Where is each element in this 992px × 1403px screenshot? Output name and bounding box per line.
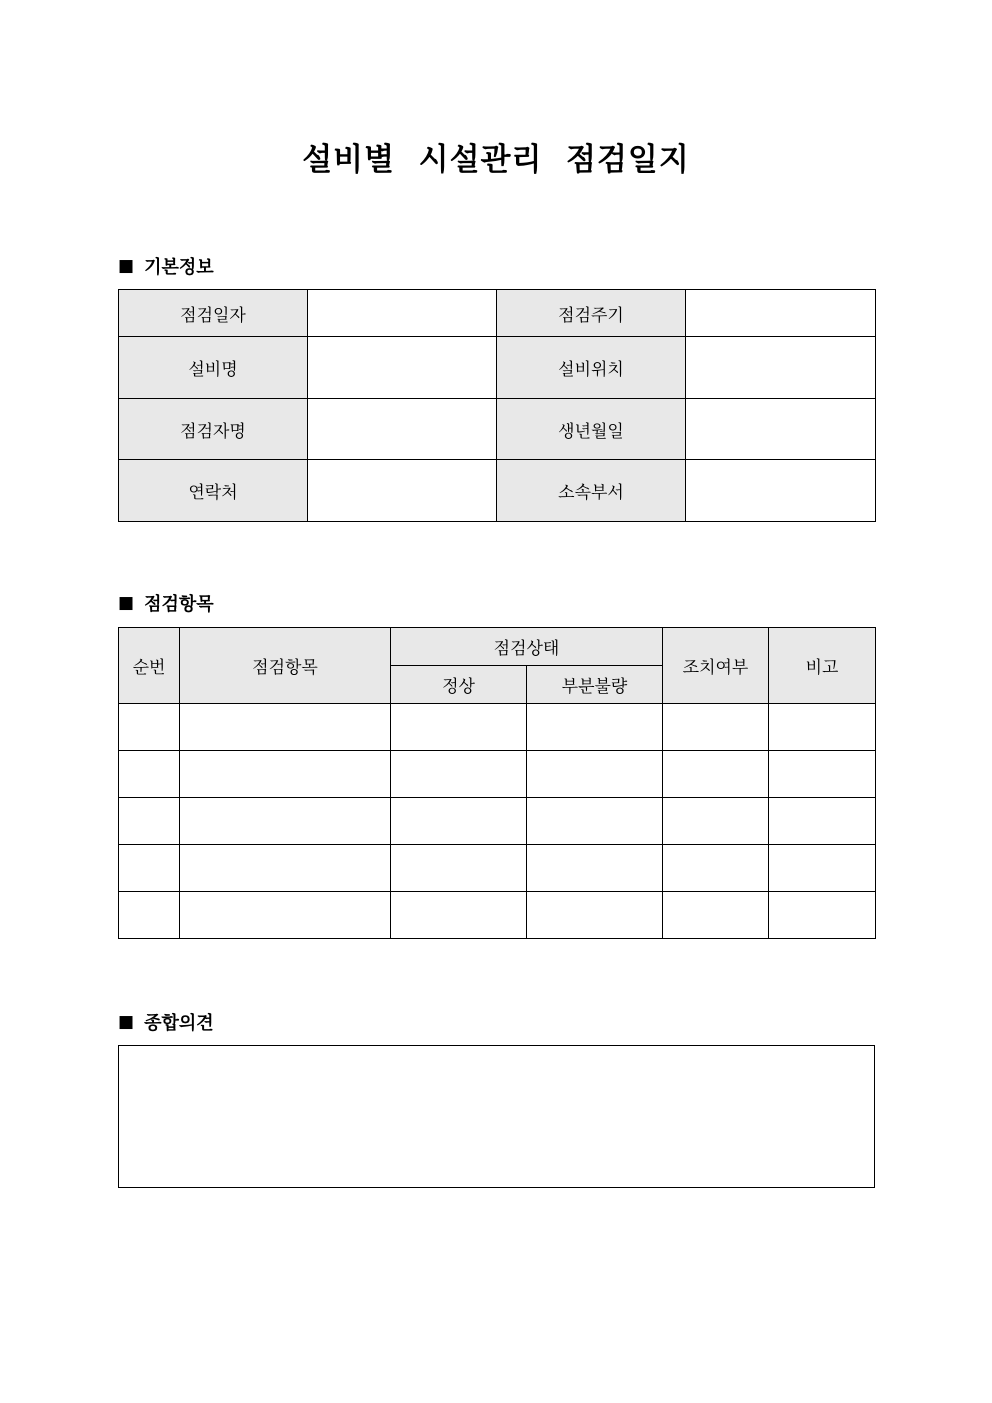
section-heading-basic xyxy=(118,253,214,279)
table-row xyxy=(119,460,876,522)
cell-partial[interactable] xyxy=(527,845,663,892)
cell-note[interactable] xyxy=(769,704,876,751)
table-row xyxy=(119,751,876,798)
field-value[interactable] xyxy=(308,460,497,522)
cell-action[interactable] xyxy=(663,798,769,845)
table-row xyxy=(119,798,876,845)
square-bullet-icon: ■ xyxy=(118,593,135,613)
table-row xyxy=(119,704,876,751)
cell-normal[interactable] xyxy=(391,892,527,939)
column-header-note: 비고 xyxy=(769,628,876,704)
cell-note[interactable] xyxy=(769,892,876,939)
field-label: 설비명 xyxy=(119,337,308,399)
square-bullet-icon: ■ xyxy=(118,256,135,276)
cell-normal[interactable] xyxy=(391,751,527,798)
section-heading-inspection xyxy=(118,590,214,616)
section-title: 기본정보 xyxy=(144,257,214,278)
cell-note[interactable] xyxy=(769,751,876,798)
cell-item[interactable] xyxy=(180,751,391,798)
column-header-partial: 부분불량 xyxy=(527,666,663,704)
cell-action[interactable] xyxy=(663,892,769,939)
column-header-normal: 정상 xyxy=(391,666,527,704)
table-row xyxy=(119,845,876,892)
table-row xyxy=(119,892,876,939)
cell-normal[interactable] xyxy=(391,798,527,845)
cell-no[interactable] xyxy=(119,751,180,798)
section-heading-opinion xyxy=(118,1009,214,1035)
field-value[interactable] xyxy=(308,399,497,460)
field-value[interactable] xyxy=(686,399,876,460)
field-label: 점검주기 xyxy=(497,290,686,337)
column-header-item: 점검항목 xyxy=(180,628,391,704)
field-label: 생년월일 xyxy=(497,399,686,460)
cell-note[interactable] xyxy=(769,845,876,892)
table-header-row xyxy=(119,628,876,666)
cell-item[interactable] xyxy=(180,798,391,845)
column-header-status: 점검상태 xyxy=(391,628,663,666)
field-value[interactable] xyxy=(308,290,497,337)
field-label: 설비위치 xyxy=(497,337,686,399)
opinion-box[interactable] xyxy=(118,1045,875,1188)
cell-action[interactable] xyxy=(663,845,769,892)
square-bullet-icon: ■ xyxy=(118,1012,135,1032)
column-header-action: 조치여부 xyxy=(663,628,769,704)
field-label: 연락처 xyxy=(119,460,308,522)
cell-partial[interactable] xyxy=(527,892,663,939)
cell-partial[interactable] xyxy=(527,798,663,845)
field-label: 점검일자 xyxy=(119,290,308,337)
cell-note[interactable] xyxy=(769,798,876,845)
basic-info-table xyxy=(118,289,876,522)
cell-item[interactable] xyxy=(180,845,391,892)
cell-action[interactable] xyxy=(663,751,769,798)
column-header-no: 순번 xyxy=(119,628,180,704)
section-title: 점검항목 xyxy=(144,594,214,615)
table-row xyxy=(119,290,876,337)
page-title: 설비별 시설관리 점검일지 xyxy=(302,142,690,178)
inspection-table xyxy=(118,627,876,939)
field-label: 소속부서 xyxy=(497,460,686,522)
cell-action[interactable] xyxy=(663,704,769,751)
cell-no[interactable] xyxy=(119,845,180,892)
cell-item[interactable] xyxy=(180,704,391,751)
cell-no[interactable] xyxy=(119,892,180,939)
cell-normal[interactable] xyxy=(391,704,527,751)
cell-partial[interactable] xyxy=(527,751,663,798)
field-label: 점검자명 xyxy=(119,399,308,460)
section-title: 종합의견 xyxy=(144,1013,214,1034)
cell-item[interactable] xyxy=(180,892,391,939)
cell-no[interactable] xyxy=(119,704,180,751)
field-value[interactable] xyxy=(308,337,497,399)
field-value[interactable] xyxy=(686,337,876,399)
table-row xyxy=(119,399,876,460)
cell-partial[interactable] xyxy=(527,704,663,751)
cell-normal[interactable] xyxy=(391,845,527,892)
field-value[interactable] xyxy=(686,460,876,522)
table-row xyxy=(119,337,876,399)
cell-no[interactable] xyxy=(119,798,180,845)
field-value[interactable] xyxy=(686,290,876,337)
